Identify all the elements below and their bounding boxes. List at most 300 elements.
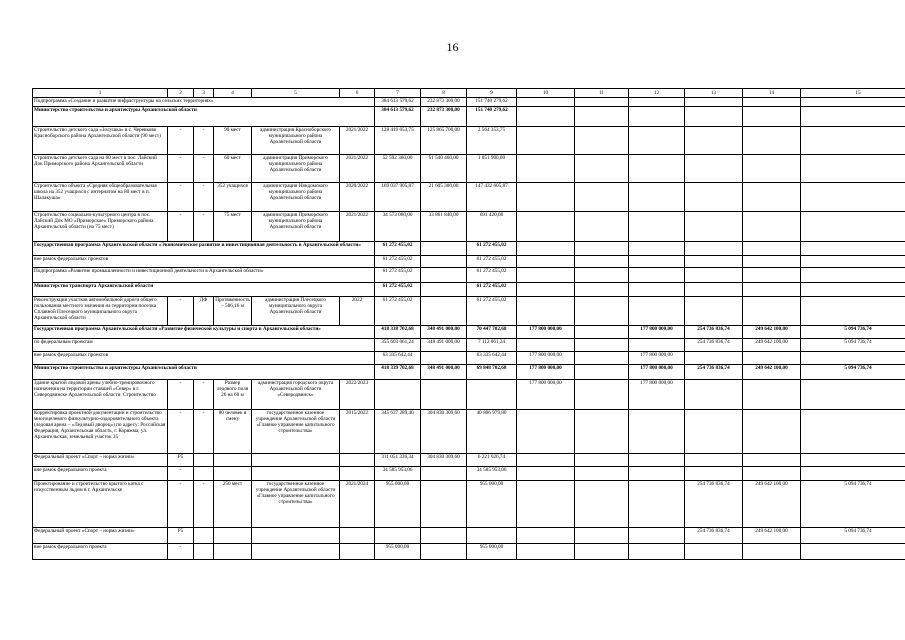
table-cell: 355 603 061,24 <box>375 339 421 352</box>
table-cell: 177 800 000,00 <box>517 365 575 380</box>
table-cell <box>517 268 575 283</box>
table-cell <box>801 283 905 297</box>
table-cell: 177 800 000,00 <box>517 326 575 339</box>
table-cell: 61 272 455,02 <box>467 256 517 268</box>
table-cell: 6 221 026,74 <box>467 454 517 467</box>
table-cell <box>575 283 629 297</box>
column-header: 1 <box>33 89 168 98</box>
table-cell: 75 мест <box>214 212 252 242</box>
table-cell: 34 585 953,06 <box>467 467 517 481</box>
table-cell <box>517 256 575 268</box>
table-cell <box>214 467 252 481</box>
table-cell: Государственная программа Архангельской области «Экономическое развитие и инвестиционная деятельность в Архангельской области» <box>33 242 375 256</box>
table-cell: 352 учащихся <box>214 183 252 212</box>
table-cell <box>685 352 743 365</box>
table-cell <box>743 544 801 560</box>
table-cell <box>575 212 629 242</box>
table-cell <box>801 380 905 410</box>
table-cell: - <box>194 183 214 212</box>
table-cell <box>517 339 575 352</box>
table-cell <box>801 544 905 560</box>
table-cell <box>517 297 575 326</box>
table-row <box>33 297 905 326</box>
table-cell: 384 613 579,62 <box>375 98 421 107</box>
table-cell <box>340 454 375 467</box>
table-cell: 2 564 353,75 <box>467 127 517 155</box>
table-cell: Федеральный проект «Спорт – норма жизни» <box>33 454 168 467</box>
table-cell: Строительство детского сада на 60 мест в пос. Лайский Док Приморского района Архангельской области <box>33 155 168 183</box>
table-cell <box>575 454 629 467</box>
table-cell <box>575 339 629 352</box>
table-cell <box>575 365 629 380</box>
table-cell <box>467 380 517 410</box>
page-number: 16 <box>446 40 459 54</box>
table-cell: 63 335 642,44 <box>375 352 421 365</box>
table-cell: 125 865 700,00 <box>421 127 467 155</box>
table-cell: 61 272 455,02 <box>467 297 517 326</box>
table-cell <box>685 98 743 107</box>
table-cell: 254 736 836,74 <box>685 326 743 339</box>
table-cell: 5 094 736,74 <box>801 326 905 339</box>
table-cell <box>685 107 743 127</box>
table-cell <box>340 528 375 544</box>
table-cell <box>517 127 575 155</box>
table-cell: Строительство детского сада «Золушка» в с. Черевково Красноборского района Архангельской области (90 мест) <box>33 127 168 155</box>
table-cell <box>629 467 685 481</box>
table-cell: 2021/2022 <box>340 155 375 183</box>
budget-table <box>32 88 905 560</box>
table-cell: - <box>168 481 194 528</box>
table-cell: 147 432 605,87 <box>467 183 517 212</box>
table-cell <box>685 283 743 297</box>
table-cell <box>685 256 743 268</box>
table-cell <box>517 544 575 560</box>
table-cell <box>801 98 905 107</box>
table-cell <box>421 352 467 365</box>
table-cell: 2021/2022 <box>340 212 375 242</box>
table-cell: 348 491 000,00 <box>421 339 467 352</box>
column-header: 15 <box>801 89 905 98</box>
table-cell <box>575 98 629 107</box>
table-cell: 177 800 000,00 <box>629 352 685 365</box>
table-cell <box>629 268 685 283</box>
table-cell <box>629 454 685 467</box>
table-cell <box>214 454 252 467</box>
table-cell <box>629 127 685 155</box>
table-cell: Реконструкция участков автомобильной дороги общего пользования местного значения на территории поселка Сплавной Плесецкого муниципального округа Архангельской области <box>33 297 168 326</box>
table-cell <box>575 410 629 454</box>
table-cell <box>629 256 685 268</box>
table-cell: 177 800 000,00 <box>629 326 685 339</box>
column-header: 6 <box>340 89 375 98</box>
table-cell: 1 051 900,00 <box>467 155 517 183</box>
table-cell <box>801 212 905 242</box>
table-cell: 7 112 061,24 <box>467 339 517 352</box>
table-cell <box>629 528 685 544</box>
table-cell <box>685 467 743 481</box>
table-cell: - <box>168 410 194 454</box>
table-cell <box>801 352 905 365</box>
table-cell <box>685 183 743 212</box>
table-cell: 250 мест <box>214 481 252 528</box>
table-row <box>33 98 905 107</box>
table-cell: 2020/2022 <box>340 183 375 212</box>
table-cell: 955 000,00 <box>375 481 421 528</box>
table-cell: администрация Красноборского муниципального района Архангельской области <box>252 127 340 155</box>
table-cell: 254 736 836,74 <box>685 528 743 544</box>
table-cell <box>517 481 575 528</box>
table-cell: 63 335 642,44 <box>467 352 517 365</box>
table-cell: Государственная программа Архангельской области «Развитие физической культуры и спорта в Архангельской области» <box>33 326 375 339</box>
table-cell <box>214 528 252 544</box>
table-cell <box>421 283 467 297</box>
table-cell: вне рамок федеральных проектов <box>33 352 375 365</box>
table-cell <box>252 467 340 481</box>
table-cell <box>575 107 629 127</box>
table-cell <box>743 155 801 183</box>
table-row <box>33 352 905 365</box>
table-cell: - <box>168 544 194 560</box>
column-header: 12 <box>629 89 685 98</box>
table-cell: 249 642 100,00 <box>743 528 801 544</box>
table-cell: 61 272 455,02 <box>467 268 517 283</box>
table-cell: 955 000,00 <box>375 544 421 560</box>
table-cell: 61 272 455,02 <box>467 283 517 297</box>
table-cell <box>575 297 629 326</box>
table-cell: 69 848 702,68 <box>467 365 517 380</box>
table-cell <box>629 212 685 242</box>
table-cell <box>467 528 517 544</box>
table-cell: Строительство объекта «Средняя общеобразовательная школа на 352 учащихся с интернатом на 80 мест в п. Шалакуша» <box>33 183 168 212</box>
table-cell <box>629 410 685 454</box>
table-cell <box>685 212 743 242</box>
table-cell: - <box>168 380 194 410</box>
table-cell <box>629 98 685 107</box>
column-header: 2 <box>168 89 194 98</box>
table-cell: Строительство социально-культурного центра в пос. Лайский Док МО «Приморское» Приморского района Архангельской области (на 75 мест) <box>33 212 168 242</box>
table-row <box>33 481 905 528</box>
table-cell: 348 491 000,00 <box>421 365 467 380</box>
table-cell <box>685 544 743 560</box>
table-cell <box>743 107 801 127</box>
table-cell <box>801 410 905 454</box>
table-cell <box>517 212 575 242</box>
table-cell <box>575 326 629 339</box>
table-cell <box>629 283 685 297</box>
table-cell <box>252 454 340 467</box>
column-header: 5 <box>252 89 340 98</box>
table-cell: Проектирование и строительство крытого катка с искусственным льдом в г. Архангельске <box>33 481 168 528</box>
table-cell: Р5 <box>168 528 194 544</box>
table-cell: 151 740 279,62 <box>467 98 517 107</box>
table-cell <box>421 481 467 528</box>
table-cell: 311 051 336,34 <box>375 454 421 467</box>
table-cell: 2021/2024 <box>340 481 375 528</box>
table-cell: 5 094 736,74 <box>801 481 905 528</box>
table-cell: по федеральным проектам <box>33 339 375 352</box>
table-cell <box>194 528 214 544</box>
table-cell: 2022 <box>340 297 375 326</box>
table-cell: государственное казенное учреждение Архангельской области «Главное управление капитального строительства» <box>252 481 340 528</box>
table-cell <box>743 467 801 481</box>
table-cell <box>743 410 801 454</box>
table-cell: - <box>194 380 214 410</box>
table-cell: вне рамок федерального проекта <box>33 467 168 481</box>
column-header: 9 <box>467 89 517 98</box>
table-cell: государственное казенное учреждение Архангельской области «Главное управление капитального строительства» <box>252 410 340 454</box>
table-cell: 2015/2022 <box>340 410 375 454</box>
table-cell <box>743 454 801 467</box>
table-cell <box>743 183 801 212</box>
table-cell: - <box>194 212 214 242</box>
table-cell: администрация Плесецкого муниципального округа Архангельской области <box>252 297 340 326</box>
table-cell <box>421 380 467 410</box>
table-cell <box>575 183 629 212</box>
table-cell <box>575 380 629 410</box>
table-row <box>33 212 905 242</box>
table-cell: 304 830 309,60 <box>421 454 467 467</box>
table-cell: 304 830 309,60 <box>421 410 467 454</box>
table-cell <box>743 283 801 297</box>
table-cell: 61 272 455,02 <box>375 268 421 283</box>
table-cell: администрация Приморского муниципального района Архангельской области <box>252 212 340 242</box>
table-cell: администрация городского округа Архангельской области «Северодвинск» <box>252 380 340 410</box>
table-cell <box>421 297 467 326</box>
table-cell <box>685 380 743 410</box>
table-cell: 61 272 455,02 <box>375 297 421 326</box>
table-row <box>33 326 905 339</box>
table-cell: 254 736 836,74 <box>685 481 743 528</box>
table-cell: 34 585 953,06 <box>375 467 421 481</box>
table-cell <box>629 481 685 528</box>
table-cell <box>743 297 801 326</box>
table-cell: 61 272 455,02 <box>375 256 421 268</box>
table-cell <box>629 242 685 256</box>
table-cell: 348 491 000,00 <box>421 326 467 339</box>
table-cell: 2021/2022 <box>340 127 375 155</box>
table-cell: Подпрограмма «Развитие промышленности и инвестиционной деятельности в Архангельской области» <box>33 268 375 283</box>
table-cell <box>629 544 685 560</box>
table-cell: Федеральный проект «Спорт – норма жизни» <box>33 528 168 544</box>
table-cell <box>801 297 905 326</box>
table-row <box>33 242 905 256</box>
table-cell: Министерство транспорта Архангельской области <box>33 283 375 297</box>
table-cell: - <box>194 127 214 155</box>
table-cell: 418 338 702,68 <box>375 326 421 339</box>
table-cell <box>194 467 214 481</box>
table-cell: 80 человек в смену <box>214 410 252 454</box>
header-row <box>33 89 905 98</box>
table-cell <box>517 98 575 107</box>
table-cell <box>629 107 685 127</box>
table-cell <box>685 242 743 256</box>
table-cell: 33 861 840,00 <box>421 212 467 242</box>
table-cell <box>421 268 467 283</box>
table-cell: - <box>168 212 194 242</box>
table-cell <box>801 256 905 268</box>
table-row <box>33 454 905 467</box>
table-cell <box>575 481 629 528</box>
table-cell: 418 339 702,68 <box>375 365 421 380</box>
table-cell <box>575 352 629 365</box>
table-cell: - <box>168 155 194 183</box>
table-cell <box>743 98 801 107</box>
table-cell: 52 592 360,00 <box>375 155 421 183</box>
table-cell: 691 420,00 <box>467 212 517 242</box>
table-cell: 955 000,00 <box>467 481 517 528</box>
column-header: 14 <box>743 89 801 98</box>
table-cell: Здание крытой ледовой арены учебно-тренировочного назначения на территории ставшей «Север» в г. Северодвинске Архангельской области. Строительство <box>33 380 168 410</box>
table-row <box>33 365 905 380</box>
table-cell <box>421 528 467 544</box>
table-cell: 345 637 289,40 <box>375 410 421 454</box>
table-cell <box>421 544 467 560</box>
table-cell <box>517 454 575 467</box>
table-cell: Р5 <box>168 454 194 467</box>
table-cell: 169 037 905,87 <box>375 183 421 212</box>
table-cell <box>340 467 375 481</box>
table-cell: 21 605 300,00 <box>421 183 467 212</box>
table-cell <box>801 127 905 155</box>
table-cell: 955 000,00 <box>467 544 517 560</box>
table-row <box>33 107 905 127</box>
table-cell: ДФ <box>194 297 214 326</box>
table-cell <box>575 127 629 155</box>
table-cell <box>375 380 421 410</box>
table-cell <box>743 242 801 256</box>
table-cell <box>517 107 575 127</box>
column-header: 8 <box>421 89 467 98</box>
table-cell: 249 642 100,00 <box>743 339 801 352</box>
table-cell: 232 873 300,00 <box>421 107 467 127</box>
table-cell: - <box>168 467 194 481</box>
table-cell: Протяженность – 586,16 м <box>214 297 252 326</box>
table-cell: 177 800 000,00 <box>629 380 685 410</box>
table-cell <box>685 454 743 467</box>
table-cell <box>801 467 905 481</box>
table-cell <box>375 528 421 544</box>
table-cell <box>801 454 905 467</box>
table-cell <box>575 155 629 183</box>
table-cell: вне рамок федеральных проектов <box>33 256 375 268</box>
table-cell: администрация Приморского муниципального района Архангельской области <box>252 155 340 183</box>
table-cell <box>517 283 575 297</box>
table-cell <box>629 155 685 183</box>
table-cell <box>517 528 575 544</box>
table-cell <box>685 410 743 454</box>
table-row <box>33 467 905 481</box>
table-row <box>33 283 905 297</box>
table-cell <box>421 242 467 256</box>
table-cell <box>194 544 214 560</box>
table-row <box>33 528 905 544</box>
table-cell: 151 740 279,62 <box>467 107 517 127</box>
table-cell <box>421 256 467 268</box>
table-cell <box>743 352 801 365</box>
table-cell: 40 806 979,80 <box>467 410 517 454</box>
table-cell <box>421 467 467 481</box>
table-cell <box>214 544 252 560</box>
table-cell <box>743 256 801 268</box>
table-cell <box>517 410 575 454</box>
table-cell: 254 736 836,74 <box>685 365 743 380</box>
table-cell: - <box>194 155 214 183</box>
table-cell <box>629 297 685 326</box>
table-cell: 61 272 455,02 <box>375 242 421 256</box>
table-cell <box>252 544 340 560</box>
table-cell: 34 573 060,00 <box>375 212 421 242</box>
table-cell <box>575 242 629 256</box>
table-cell <box>685 127 743 155</box>
table-cell: - <box>168 297 194 326</box>
table-cell <box>629 183 685 212</box>
table-cell <box>517 183 575 212</box>
table-row <box>33 183 905 212</box>
table-cell <box>743 127 801 155</box>
table-cell: 177 800 000,00 <box>629 365 685 380</box>
table-cell <box>685 268 743 283</box>
table-cell <box>801 183 905 212</box>
table-cell <box>575 467 629 481</box>
table-cell: Министерство строительства и архитектуры Архангельской области <box>33 107 375 127</box>
column-header: 11 <box>575 89 629 98</box>
column-header: 13 <box>685 89 743 98</box>
table-cell <box>801 107 905 127</box>
table-cell <box>801 155 905 183</box>
table-cell <box>252 528 340 544</box>
table-row <box>33 410 905 454</box>
table-row <box>33 127 905 155</box>
table-cell: администрация Няндомского муниципального района Архангельской области <box>252 183 340 212</box>
table-cell: 5 094 736,74 <box>801 528 905 544</box>
table-cell: 90 мест <box>214 127 252 155</box>
table-cell <box>194 454 214 467</box>
column-header: 3 <box>194 89 214 98</box>
table-cell: 5 094 736,74 <box>801 339 905 352</box>
table-cell: 61 272 455,02 <box>375 283 421 297</box>
table-row <box>33 544 905 560</box>
table-cell: - <box>194 481 214 528</box>
table-cell <box>685 155 743 183</box>
table-cell: 61 272 455,02 <box>467 242 517 256</box>
table-cell: 2022/2023 <box>340 380 375 410</box>
table-cell <box>685 297 743 326</box>
table-cell: 51 540 460,00 <box>421 155 467 183</box>
table-cell: Корректировка проектной документации и строительство многоцелевого физкультурно-оздоровительного объекта (ледовая арена – «Ледовый дворец») по адресу: Российская Федерация, Архангельская область, г. Коряжма, ул. Архангельская, земельный участок 35 <box>33 410 168 454</box>
table-row <box>33 155 905 183</box>
column-header: 7 <box>375 89 421 98</box>
table-cell: - <box>194 410 214 454</box>
table-row <box>33 380 905 410</box>
table-cell: 128 419 053,75 <box>375 127 421 155</box>
table-cell: Размер ледового поля 26 на 60 м <box>214 380 252 410</box>
table-cell <box>801 242 905 256</box>
table-cell: Министерство строительства и архитектуры Архангельской области <box>33 365 375 380</box>
table-cell <box>801 268 905 283</box>
table-cell: 5 094 736,74 <box>801 365 905 380</box>
table-cell <box>517 155 575 183</box>
table-cell: вне рамок федерального проекта <box>33 544 168 560</box>
table-row <box>33 339 905 352</box>
table-cell: 254 736 836,74 <box>685 339 743 352</box>
column-header: 4 <box>214 89 252 98</box>
table-row <box>33 256 905 268</box>
table-cell <box>575 528 629 544</box>
table-cell: 249 642 100,00 <box>743 481 801 528</box>
table-cell: 177 800 000,00 <box>517 352 575 365</box>
table-cell <box>575 256 629 268</box>
table-cell <box>517 242 575 256</box>
